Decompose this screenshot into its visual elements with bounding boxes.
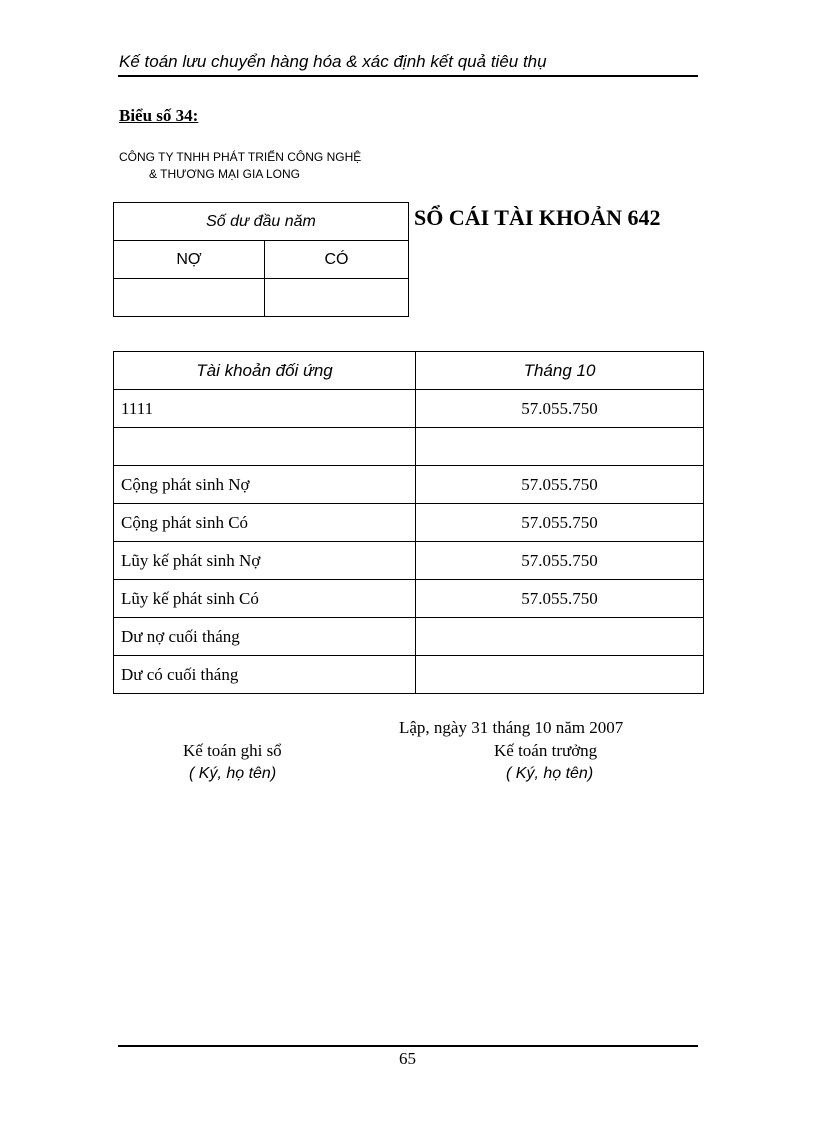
- opening-credit-value: [265, 279, 409, 317]
- company-name-line2: & THƯƠNG MẠI GIA LONG: [149, 167, 301, 181]
- page-number: 65: [399, 1049, 416, 1068]
- row-label: Cộng phát sinh Nợ: [114, 466, 416, 504]
- signature-bookkeeper-role: Kế toán ghi sổ: [183, 741, 282, 760]
- opening-debit-value: [114, 279, 265, 317]
- table-row: [114, 504, 704, 542]
- signature-bookkeeper-note: ( Ký, họ tên): [189, 765, 277, 782]
- header-divider: [118, 75, 698, 77]
- column-header-month: Tháng 10: [416, 352, 704, 390]
- opening-debit-label: NỢ: [114, 241, 265, 279]
- column-header-contra-account: Tài khoản đối ứng: [114, 352, 416, 390]
- opening-credit-label: CÓ: [265, 241, 409, 279]
- footer-divider: [118, 1045, 698, 1047]
- row-label: Dư có cuối tháng: [114, 656, 416, 694]
- company-name-line1: CÔNG TY TNHH PHÁT TRIỂN CÔNG NGHỆ: [119, 150, 362, 164]
- opening-balance-table: [113, 202, 409, 317]
- ledger-title: SỔ CÁI TÀI KHOẢN 642: [414, 205, 661, 230]
- row-value: [416, 428, 704, 466]
- table-row: [114, 428, 704, 466]
- form-number: Biểu số 34:: [119, 106, 199, 125]
- row-label: Cộng phát sinh Có: [114, 504, 416, 542]
- row-label: Lũy kế phát sinh Nợ: [114, 542, 416, 580]
- table-row: [114, 580, 704, 618]
- ledger-table: [113, 351, 704, 694]
- row-value: 57.055.750: [416, 504, 704, 542]
- row-label: Lũy kế phát sinh Có: [114, 580, 416, 618]
- signature-chief-accountant-role: Kế toán trưởng: [494, 741, 598, 760]
- opening-balance-header: Số dư đầu năm: [114, 203, 409, 241]
- ledger-header-row: [114, 352, 704, 390]
- signature-chief-accountant-note: ( Ký, họ tên): [506, 765, 594, 782]
- running-header-title: Kế toán lưu chuyển hàng hóa & xác định kết quả tiêu thụ: [119, 52, 547, 71]
- row-value: 57.055.750: [416, 542, 704, 580]
- table-row: [114, 656, 704, 694]
- row-value: [416, 618, 704, 656]
- table-row: [114, 466, 704, 504]
- row-value: 57.055.750: [416, 390, 704, 428]
- table-row: [114, 542, 704, 580]
- row-label: Dư nợ cuối tháng: [114, 618, 416, 656]
- row-label: [114, 428, 416, 466]
- table-row: [114, 390, 704, 428]
- row-value: 57.055.750: [416, 466, 704, 504]
- prepared-date: Lập, ngày 31 tháng 10 năm 2007: [399, 718, 624, 737]
- table-row: [114, 618, 704, 656]
- row-label: 1111: [114, 390, 416, 428]
- row-value: 57.055.750: [416, 580, 704, 618]
- row-value: [416, 656, 704, 694]
